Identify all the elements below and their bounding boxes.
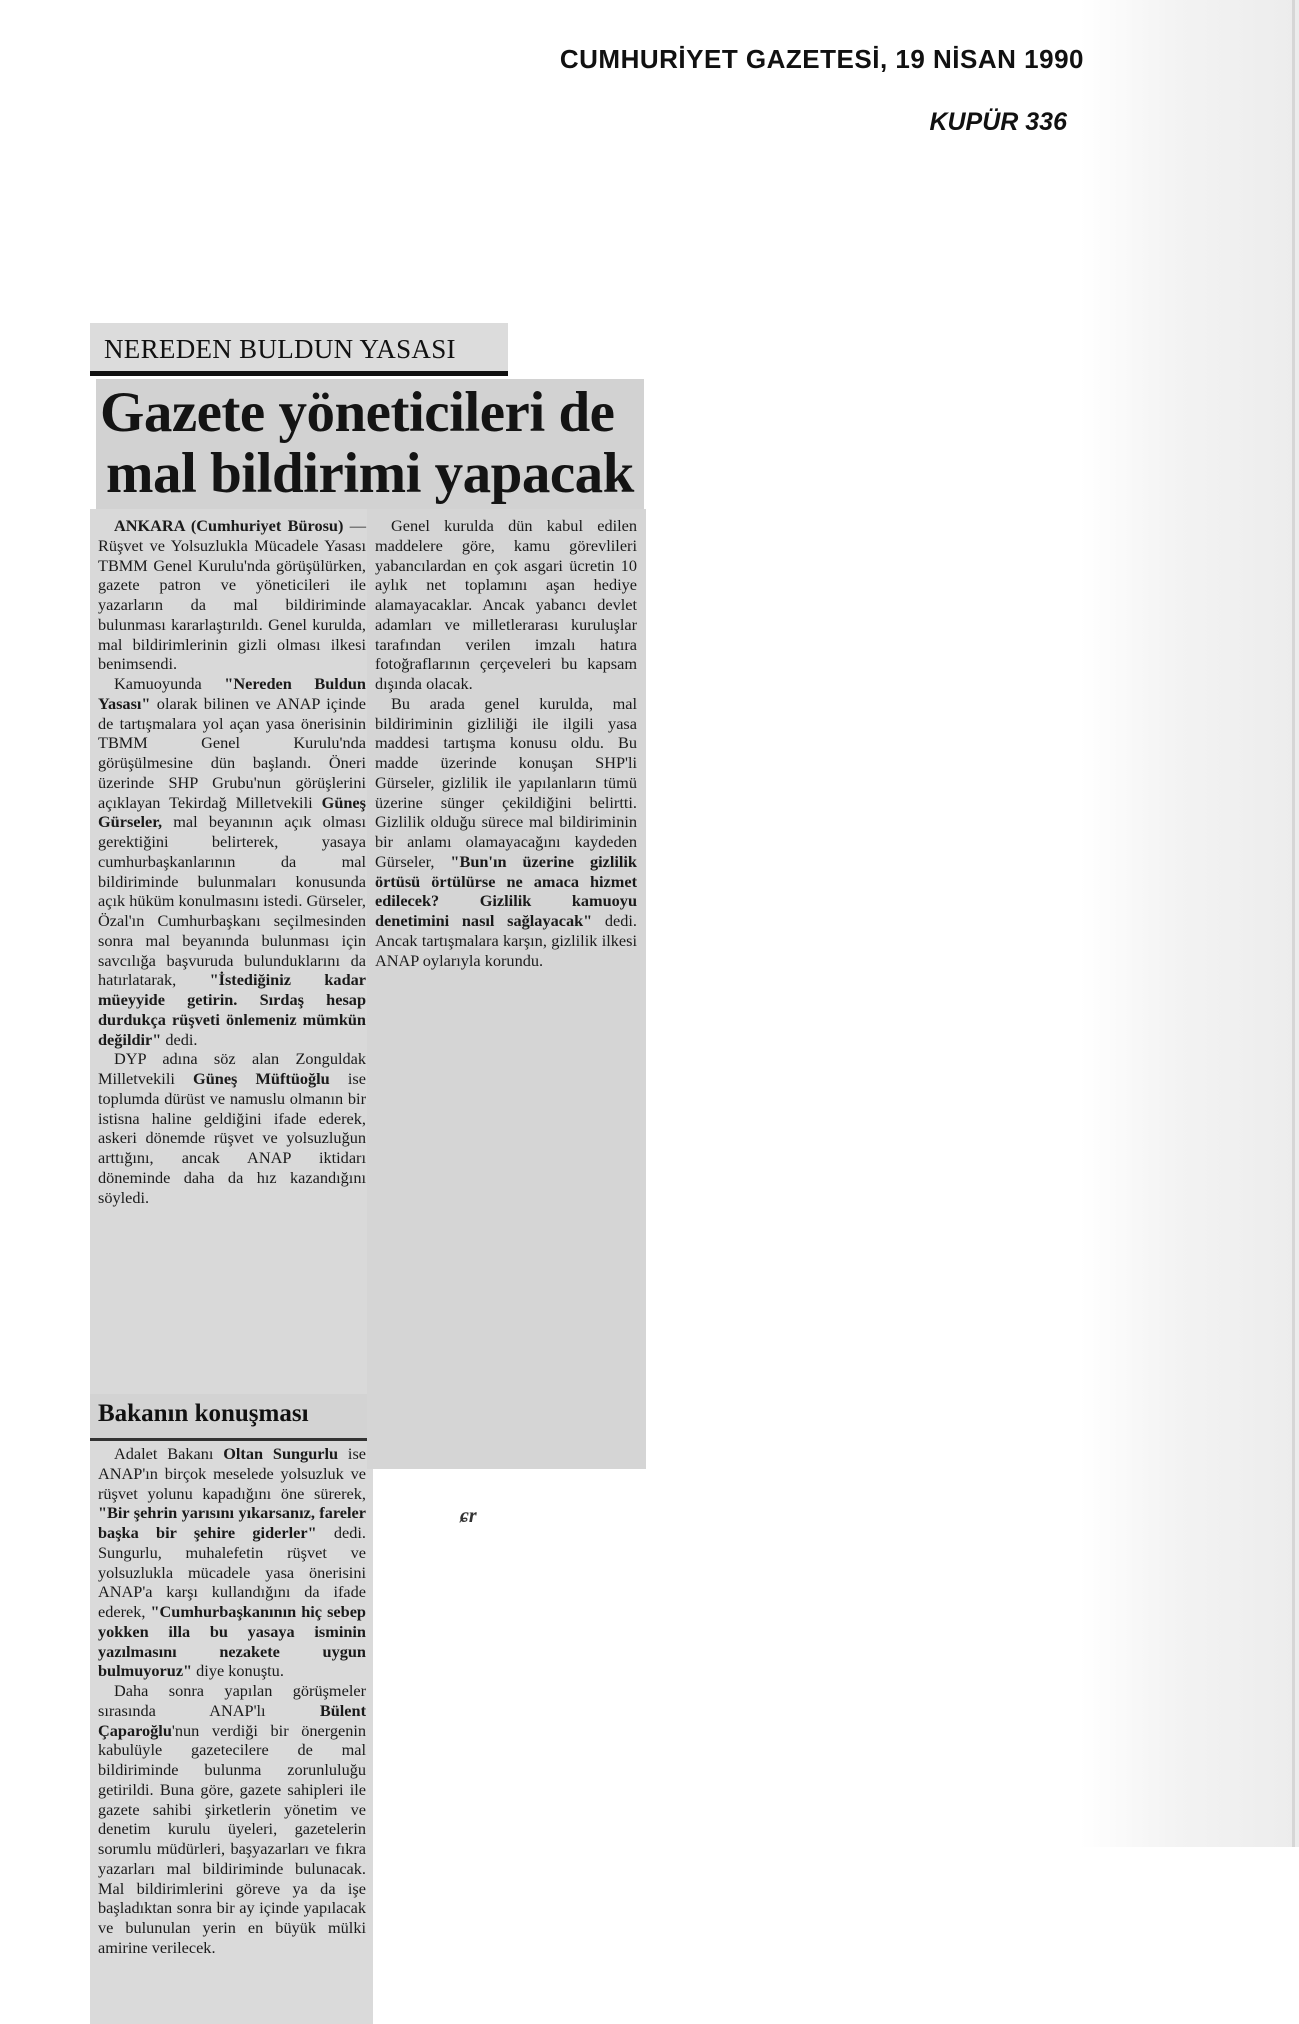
text: dedi. Ancak tartışmalara karşın, gizlilik ilkesi ANAP oylarıyla korundu.: [375, 911, 637, 970]
subheading-box: [90, 1394, 373, 1441]
text: ise ANAP'ın birçok meselede yolsuzluk ve rüşvet yolunu kapadığını öne sürerek,: [98, 1444, 367, 1503]
paragraph: [98, 1681, 366, 1958]
bold-text: "Cumhurbaşkanının hiç sebep yokken illa bu yasaya isminin yazılmasını nezakete uygun bulmuyoruz": [98, 1602, 366, 1681]
clip-number: KUPÜR 336: [929, 108, 1067, 136]
subheading: Bakanın konuşması: [98, 1400, 309, 1427]
text: Adalet Bakanı: [114, 1444, 224, 1463]
column-2-text: [375, 516, 637, 970]
headline-line-1: Gazete yöneticileri de: [100, 381, 615, 444]
bold-text: "Bir şehrin yarısını yıkarsanız, fareler başka bir şehire giderler": [98, 1503, 366, 1542]
column-1-top-text: [98, 516, 366, 1207]
text: DYP adına söz alan Zonguldak Milletvekili: [98, 1049, 366, 1088]
bold-text: Güneş Gürseler,: [98, 792, 366, 832]
text: Daha sonra yapılan görüşmeler sırasında ANAP'lı: [98, 1681, 366, 1720]
text: diye konuştu.: [192, 1661, 284, 1681]
text: olarak bilinen ve ANAP içinde de tartışmalara yol açan yasa önerisinin TBMM Genel Kurulu'nda görüşülmesine dün başlandı. Öneri üzerinde SHP Grubu'nun görüşlerini açıklayan Tekirdağ Milletvekili: [98, 693, 366, 812]
paragraph: [375, 694, 637, 971]
source-header: CUMHURİYET GAZETESİ, 19 NİSAN 1990: [559, 44, 1084, 74]
bold-text: "Bun'ın üzerine gizlilik örtüsü örtülürse ne amaca hizmet edilecek? Gizlilik kamuoyu denetimini nasıl sağlayacak": [375, 851, 637, 930]
kicker-box: [90, 323, 508, 376]
paragraph: [98, 1049, 366, 1207]
paragraph: [375, 516, 637, 694]
bold-text: "Nereden Buldun Yasası": [98, 674, 366, 713]
column-1-bottom: [90, 1441, 373, 2024]
text: Bu arada genel kurulda, mal bildiriminin gizliliği ile ilgili yasa maddesi tartışma konusu oldu. Bu madde üzerinde konuşan SHP'li Gürseler, gizlilik ile yapılanların tümü üzerine sünger çekildiğini belirtti. Gizlilik olduğu sürece mal bildiriminin bir anlamı olamayacağını kaydeden Gürseler,: [375, 693, 637, 871]
text: 'nun verdiği bir önergenin kabulüyle gazetecilere de mal bildiriminde bulunma zorunluluğu getirildi. Buna göre, gazete sahipleri ile gazete sahibi şirketlerin yönetim ve denetim kurulu üyeleri, gazetelerin sorumlu müdürleri, başyazarları ve fıkra yazarları mal bildiriminde bulunacak. Mal bildirimlerini göreve ya da işe başladıktan sonra bir ay içinde yapılacak ve bulunulan yerin en büyük mülki amirine verilecek.: [98, 1720, 366, 1957]
handwritten-mark: ɕr: [460, 1505, 477, 1527]
scan-edge-line: [1292, 0, 1295, 1847]
bold-text: Oltan Sungurlu: [223, 1444, 339, 1463]
text: — Rüşvet ve Yolsuzlukla Mücadele Yasası TBMM Genel Kurulu'nda görüşülürken, gazete patron ve yöneticileri ile yazarların da mal bildiriminde bulunması kararlaştırıldı. Genel kurulda, mal bildirimlerinin gizli olması ilkesi benimsendi.: [98, 516, 366, 674]
text: mal beyanının açık olması gerektiğini belirterek, yasaya cumhurbaşkanlarının da mal bildiriminde bulunmaları konusunda açık hüküm konulmasını istedi. Gürseler, Özal'ın Cumhurbaşkanı seçilmesinden sonra mal beyanında bulunması için savcılığa başvuruda bulunduklarını da hatırlatarak,: [98, 812, 366, 990]
dateline: ANKARA (Cumhuriyet Bürosu): [114, 516, 344, 535]
bold-text: Güneş Müftüoğlu: [193, 1069, 330, 1088]
text: Kamuoyunda: [114, 674, 225, 693]
text: ise toplumda dürüst ve namuslu olmanın bir istisna haline geldiğini ifade ederek, askeri dönemde rüşvet ve yolsuzluğun arttığını, ancak ANAP iktidarı döneminde daha da hız kazandığını söyledi.: [98, 1069, 366, 1207]
text: dedi. Sungurlu, muhalefetin rüşvet ve yolsuzlukla mücadele yasa önerisini ANAP'a karşı kullandığını da ifade ederek,: [98, 1523, 367, 1621]
headline-line-2: mal bildirimi yapacak: [106, 442, 634, 505]
column-2: [367, 509, 646, 1469]
kicker: NEREDEN BULDUN YASASI: [104, 334, 456, 364]
column-1-top: [90, 509, 373, 1394]
column-1-bottom-text: [98, 1444, 366, 1958]
paragraph: [98, 1444, 366, 1681]
paragraph: [98, 674, 366, 1049]
bold-text: "İstediğiniz kadar müeyyide getirin. Sırdaş hesap durdukça rüşveti önlemeniz mümkün değildir": [98, 970, 366, 1049]
bold-text: Bülent Çaparoğlu: [98, 1700, 366, 1740]
scan-edge-shade: [1080, 0, 1299, 1847]
paragraph: [98, 516, 366, 674]
text: dedi.: [161, 1029, 198, 1049]
text: Genel kurulda dün kabul edilen maddelere göre, kamu görevlileri yabancılardan en çok asgari ücretin 10 aylık net toplamını aşan hediye alamayacaklar. Ancak yabancı devlet adamları ve milletlerarası kuruluşlar tarafından verilen imzalı hatıra fotoğraflarının çerçeveleri bu kapsam dışında olacak.: [375, 516, 637, 693]
headline-box: [96, 379, 644, 509]
